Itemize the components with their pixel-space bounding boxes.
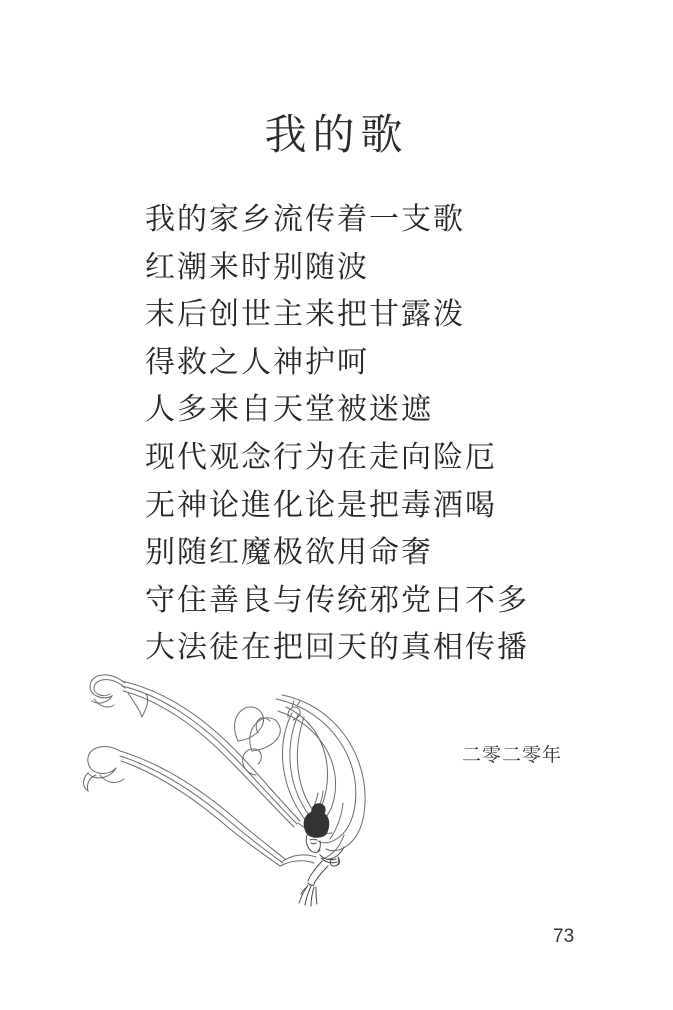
poem-line: 守住善良与传统邪党日不多 (145, 582, 529, 618)
poem-line: 红潮来时别随波 (145, 249, 369, 285)
flying-apsara-line-art-svg (80, 663, 380, 915)
flying-apsara-illustration (80, 663, 380, 915)
poem-line: 别随红魔极欲用命奢 (145, 535, 433, 571)
poem-line: 无神论進化论是把毒酒喝 (145, 487, 497, 523)
poem-title: 我的歌 (264, 110, 409, 159)
page-number: 73 (553, 926, 575, 947)
poem-line: 大法徒在把回天的真相传播 (145, 630, 529, 666)
poem-line: 我的家乡流传着一支歌 (145, 202, 465, 237)
poem-line: 得救之人神护呵 (145, 344, 369, 380)
poem-body (145, 196, 529, 672)
poem-line: 末后创世主来把甘露泼 (145, 297, 465, 333)
poem-line: 现代观念行为在走向险厄 (145, 439, 497, 475)
poem-line: 人多来自天堂被迷遮 (145, 392, 433, 428)
poem-date: 二零二零年 (462, 744, 563, 766)
